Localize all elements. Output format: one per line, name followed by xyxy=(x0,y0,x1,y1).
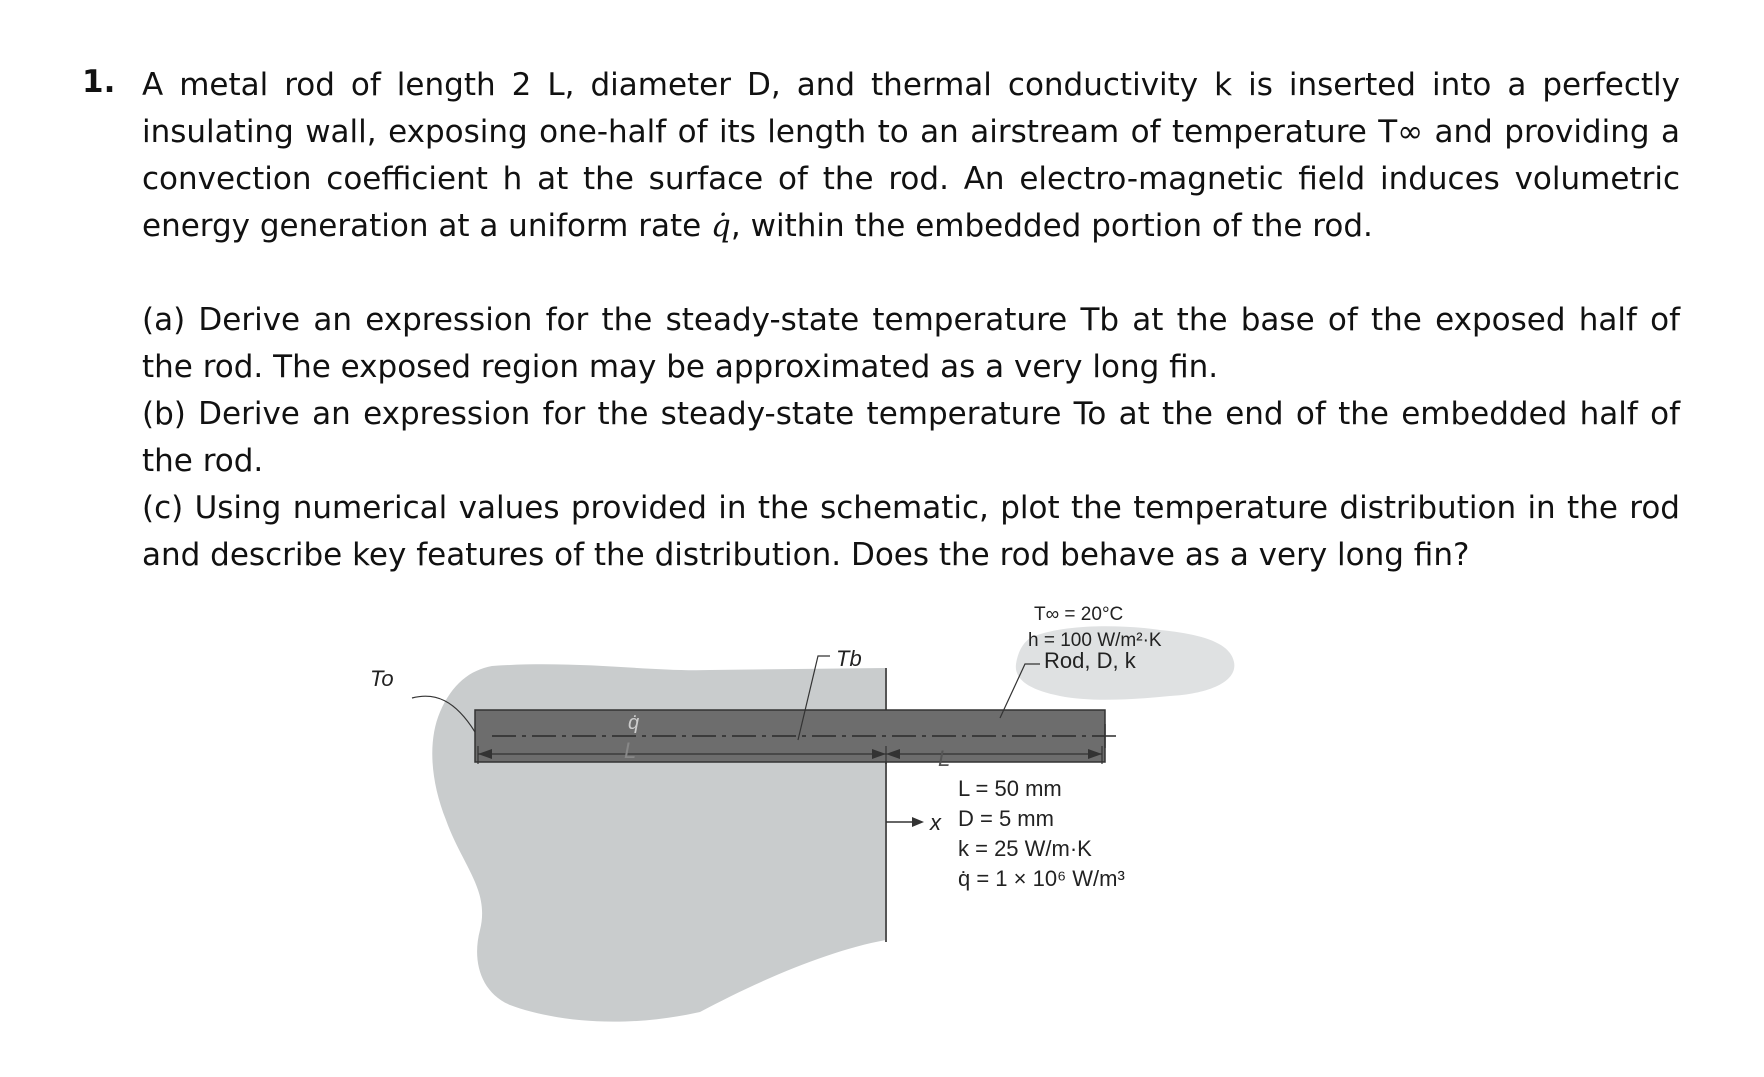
param-conductivity: k = 25 W/m·K xyxy=(958,836,1092,861)
part-c: (c) Using numerical values provided in the schematic, plot the temperature distribution in the rod and describe key features of the distribution. Does the rod behave as a very long fin? xyxy=(142,490,1680,573)
x-axis-arrowhead xyxy=(912,817,924,827)
intro-text-2: , within the embedded portion of the rod. xyxy=(730,208,1373,244)
length-label-right: L xyxy=(938,746,951,771)
qdot-symbol: q̇ xyxy=(711,208,731,244)
air-temperature: T∞ = 20°C xyxy=(1034,604,1124,625)
to-label: To xyxy=(370,666,394,691)
intro-text-1: A metal rod of length 2 L, diameter D, and thermal conductivity k is inserted into a perfectly insulating wall, exposing one-half of its length to an airstream of temperature T∞ and providing a convection coefficient h at the surface of the rod. An electro-magnetic field induces volumetric energy generation at a uniform rate xyxy=(142,67,1680,244)
problem-intro xyxy=(142,62,1680,250)
param-length: L = 50 mm xyxy=(958,776,1062,801)
rod-schematic xyxy=(370,604,1320,1040)
x-axis-label: x xyxy=(930,810,941,835)
length-label-left: L xyxy=(624,738,637,763)
part-a: (a) Derive an expression for the steady-state temperature Tb at the base of the exposed half of the rod. The exposed region may be approximated as a very long fin. xyxy=(142,302,1680,385)
convection-coefficient: h = 100 W/m²·K xyxy=(1028,630,1162,651)
part-b: (b) Derive an expression for the steady-state temperature To at the end of the embedded half of the rod. xyxy=(142,396,1680,479)
problem-number: 1. xyxy=(82,64,116,100)
qdot-label: q̇ xyxy=(628,712,640,734)
param-diameter: D = 5 mm xyxy=(958,806,1054,831)
schematic-drawing xyxy=(400,620,1320,1040)
tb-label: Tb xyxy=(836,646,862,671)
param-generation: q̇ = 1 × 10⁶ W/m³ xyxy=(958,866,1125,891)
rod-label: Rod, D, k xyxy=(1044,648,1136,673)
